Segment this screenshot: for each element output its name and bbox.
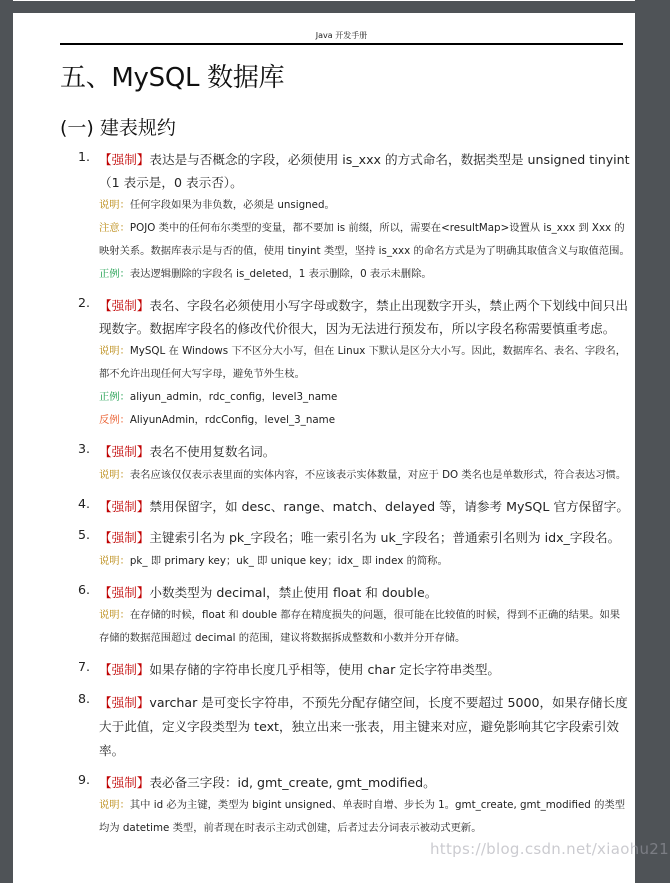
item-number: 5.	[78, 527, 91, 542]
rule-text: 禁用保留字，如 desc、range、match、delayed 等，请参考 MySQL 官方保留字。	[149, 498, 629, 514]
mandatory-tag: 【强制】	[99, 662, 150, 677]
explain-label: 说明：	[99, 345, 130, 357]
rule-item	[78, 527, 630, 573]
rule-item	[78, 659, 630, 682]
explain-note: 说明：其中 id 必为主键，类型为 bigint unsigned、单表时自增、步长为 1。gmt_create, gmt_modified 的类型均为 datetime 类型，前者现在时表示主动式创建，后者过去分词表示被动式更新。	[99, 799, 625, 834]
explain-note: 说明：表名应该仅仅表示表里面的实体内容，不应该表示实体数量，对应于 DO 类名也是单数形式，符合表达习惯。	[99, 468, 627, 481]
mandatory-tag: 【强制】	[99, 152, 150, 167]
explain-note: 说明：任何字段如果为非负数，必须是 unsigned。	[99, 199, 335, 211]
mandatory-tag: 【强制】	[99, 498, 150, 514]
header-rule	[60, 43, 623, 45]
attention-note: 注意：POJO 类中的任何布尔类型的变量，都不要加 is 前缀，所以，需要在<resultMap>设置从 is_xxx 到 Xxx 的映射关系。数据库表示是与否的值，使用 tinyint 类型，坚持 is_xxx 的命名方式是为了明确其取值含义与取值范围。	[99, 222, 630, 257]
section-title: (一) 建表规约	[60, 117, 176, 139]
explain-note: 说明：pk_ 即 primary key；uk_ 即 unique key；idx_ 即 index 的简称。	[99, 554, 448, 567]
rule-item	[78, 691, 630, 763]
explain-label: 说明：	[99, 199, 130, 211]
positive-example-label: 正例：	[99, 391, 130, 403]
mandatory-tag: 【强制】	[99, 298, 150, 313]
rule-item	[78, 441, 630, 487]
chapter-title: 五、MySQL 数据库	[60, 63, 285, 93]
rule-text: 小数类型为 decimal，禁止使用 float 和 double。	[149, 584, 438, 600]
rule-item	[78, 496, 630, 519]
mandatory-tag: 【强制】	[99, 774, 150, 790]
explain-label: 说明：	[99, 554, 130, 567]
rule-item	[78, 772, 630, 841]
rule-item	[78, 295, 630, 432]
explain-label: 说明：	[99, 468, 130, 481]
item-number: 1.	[78, 149, 91, 164]
viewer-background-strip	[635, 0, 670, 872]
rule-text: varchar 是可变长字符串，不预先分配存储空间，长度不要超过 5000，如果存储长度大于此值，定义字段类型为 text，独立出来一张表，用主键来对应，避免影响其它字段索引效率。	[99, 694, 628, 758]
positive-example-label: 正例：	[99, 268, 130, 280]
mandatory-tag: 【强制】	[99, 444, 150, 459]
item-number: 8.	[78, 690, 91, 706]
explain-note: 说明：MySQL 在 Windows 下不区分大小写，但在 Linux 下默认是区分大小写。因此，数据库名、表名、字段名，都不允许出现任何大写字母，避免节外生枝。	[99, 345, 627, 380]
item-number: 3.	[78, 441, 91, 456]
item-number: 9.	[78, 771, 91, 787]
rule-text: 表必备三字段：id, gmt_create, gmt_modified。	[149, 774, 436, 790]
mandatory-tag: 【强制】	[99, 530, 150, 545]
previous-page-edge	[13, 0, 635, 1]
rule-item	[78, 582, 630, 651]
explain-label: 说明：	[99, 609, 130, 621]
rule-list	[78, 149, 630, 849]
page-header: Java 开发手册	[315, 31, 368, 40]
explain-label: 说明：	[99, 799, 130, 811]
negative-example-label: 反例：	[99, 414, 130, 426]
rule-item	[78, 149, 630, 286]
rule-text: 如果存储的字符串长度几乎相等，使用 char 定长字符串类型。	[149, 662, 501, 677]
mandatory-tag: 【强制】	[99, 584, 150, 600]
rule-text: 表名、字段名必须使用小写字母或数字，禁止出现数字开头，禁止两个下划线中间只出现数字。数据库字段名的修改代价很大，因为无法进行预发布，所以字段名称需要慎重考虑。	[99, 298, 628, 336]
negative-example-note: 反例：AliyunAdmin，rdcConfig，level_3_name	[99, 414, 336, 426]
item-number: 7.	[78, 659, 91, 674]
positive-example-note: 正例：表达逻辑删除的字段名 is_deleted，1 表示删除，0 表示未删除。	[99, 268, 432, 280]
rule-text: 主键索引名为 pk_字段名；唯一索引名为 uk_字段名；普通索引名则为 idx_字段名。	[149, 530, 621, 545]
item-number: 2.	[78, 295, 91, 310]
item-number: 6.	[78, 581, 91, 597]
rule-text: 表达是与否概念的字段，必须使用 is_xxx 的方式命名，数据类型是 unsigned tinyint（1 表示是，0 表示否）。	[99, 152, 630, 190]
mandatory-tag: 【强制】	[99, 694, 150, 710]
attention-label: 注意：	[99, 222, 130, 234]
item-number: 4.	[78, 495, 91, 511]
document-page	[13, 13, 635, 883]
watermark: https://blog.csdn.net/xiaohu21	[430, 840, 669, 858]
explain-note: 说明：在存储的时候，float 和 double 都存在精度损失的问题，很可能在比较值的时候，得到不正确的结果。如果存储的数据范围超过 decimal 的范围，建议将数据拆成整数和小数并分开存储。	[99, 609, 621, 644]
rule-text: 表名不使用复数名词。	[149, 444, 276, 459]
positive-example-note: 正例：aliyun_admin，rdc_config，level3_name	[99, 391, 338, 403]
